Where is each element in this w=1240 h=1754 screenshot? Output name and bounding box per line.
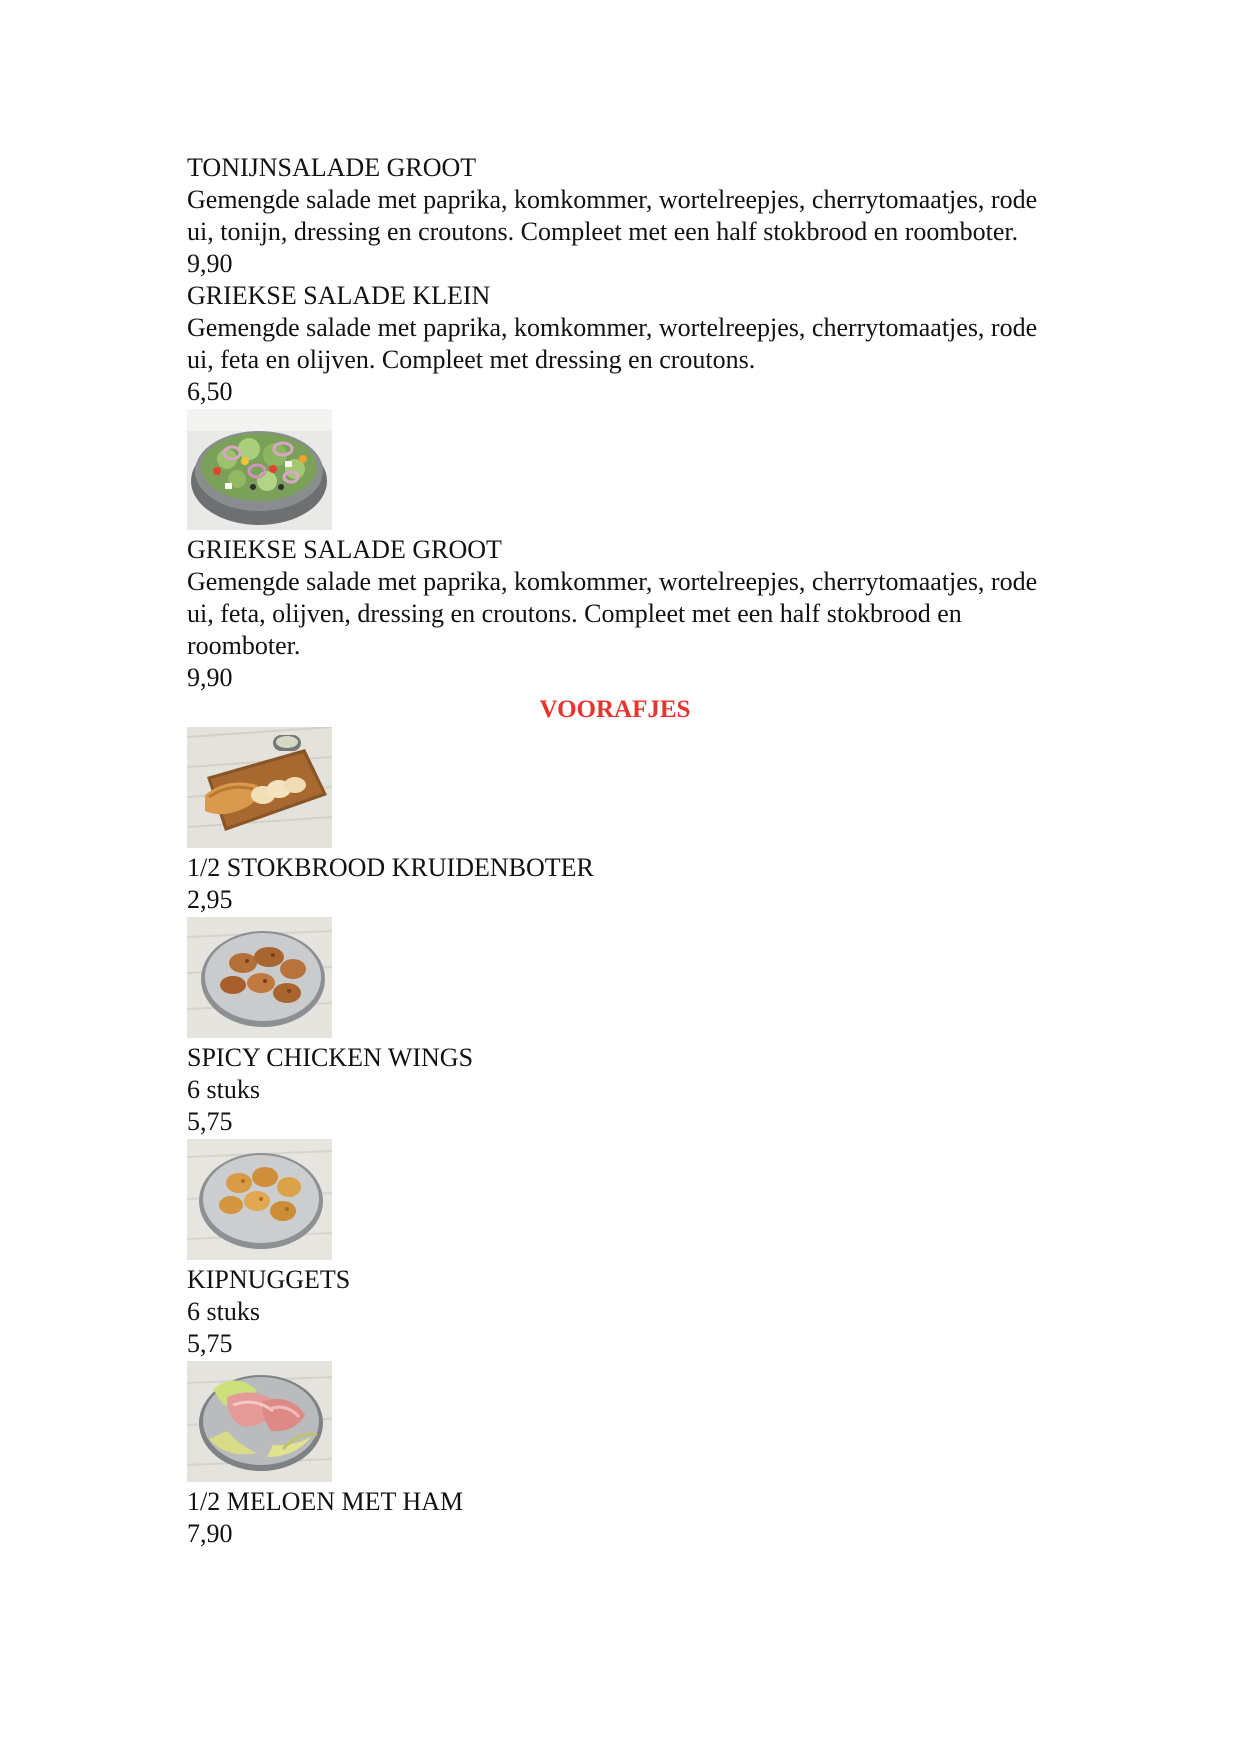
melon-ham-photo — [187, 1361, 332, 1482]
item-price: 2,95 — [187, 885, 233, 914]
baguette-photo — [187, 727, 332, 848]
menu-item-griekse-salade-groot — [187, 534, 1067, 694]
item-title: TONIJNSALADE GROOT — [187, 153, 477, 182]
item-note: 6 stuks — [187, 1297, 260, 1326]
section-heading-voorafjes: VOORAFJES — [539, 696, 691, 723]
item-description: Gemengde salade met paprika, komkommer, wortelreepjes, cherrytomaatjes, rode ui, tonijn, dressing en croutons. Compleet met een half stokbrood en roomboter. — [187, 185, 1038, 246]
menu-item-tonijnsalade-groot — [187, 152, 1067, 280]
menu-item-griekse-salade-klein — [187, 280, 1067, 408]
item-title: GRIEKSE SALADE GROOT — [187, 535, 502, 564]
item-title: GRIEKSE SALADE KLEIN — [187, 281, 491, 310]
menu-item-meloen-met-ham — [187, 1486, 1067, 1550]
item-price: 6,50 — [187, 377, 233, 406]
item-price: 9,90 — [187, 663, 233, 692]
chicken-wings-photo — [187, 917, 332, 1038]
item-description: Gemengde salade met paprika, komkommer, wortelreepjes, cherrytomaatjes, rode ui, feta, olijven, dressing en croutons. Compleet met een half stokbrood en roomboter. — [187, 567, 1038, 660]
item-price: 9,90 — [187, 249, 233, 278]
menu-item-stokbrood-kruidenboter — [187, 852, 1067, 916]
menu-content — [187, 152, 1067, 1550]
salad-bowl-photo — [187, 409, 332, 530]
menu-item-kipnuggets — [187, 1264, 1067, 1360]
item-title: 1/2 STOKBROOD KRUIDENBOTER — [187, 853, 594, 882]
menu-item-spicy-chicken-wings — [187, 1042, 1067, 1138]
item-price: 7,90 — [187, 1519, 233, 1548]
item-price: 5,75 — [187, 1107, 233, 1136]
item-title: 1/2 MELOEN MET HAM — [187, 1487, 464, 1516]
item-title: SPICY CHICKEN WINGS — [187, 1043, 474, 1072]
item-note: 6 stuks — [187, 1075, 260, 1104]
item-price: 5,75 — [187, 1329, 233, 1358]
item-title: KIPNUGGETS — [187, 1265, 351, 1294]
item-description: Gemengde salade met paprika, komkommer, wortelreepjes, cherrytomaatjes, rode ui, feta en olijven. Compleet met dressing en croutons. — [187, 313, 1038, 374]
nuggets-photo — [187, 1139, 332, 1260]
